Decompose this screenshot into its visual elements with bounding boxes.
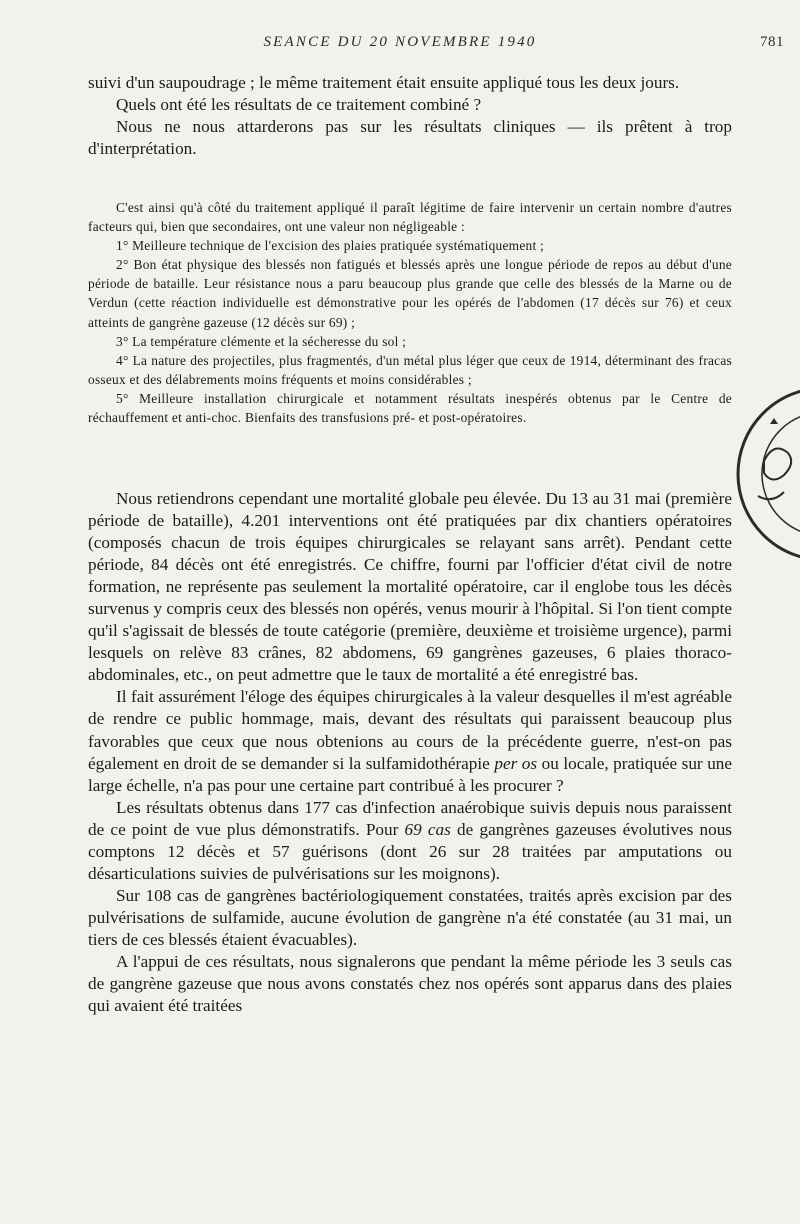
body-paragraph-gangrene: Sur 108 cas de gangrènes bactériologiquement constatées, traités après excision par des pulvérisations de sulfamide, aucune évolution de gangrène n'a été constatée (au 31 mai, un tiers de ces blessés étaient évacuables). [88,885,732,949]
note-item-5: 5° Meilleure installation chirurgicale et notamment résultats inespérés obtenus par le Centre de réchauffement et anti-choc. Bienfaits des transfusions pré- et post-opératoires. [88,390,732,426]
note-item-4: 4° La nature des projectiles, plus fragmentés, d'un métal plus léger que ceux de 1914, déterminant des fracas osseux et des délabrements moins fréquents et moins considérables ; [88,352,732,387]
body-paragraph-results [88,797,732,885]
library-stamp [734,366,800,586]
note-item-1: 1° Meilleure technique de l'excision des plaies pratiquée systématiquement ; [116,238,544,254]
body-text: de gangrènes gazeuses évolutives nous comptons 12 décès et 57 guérisons (dont 26 sur 28 traitées par amputations ou désarticulations suivies de pulvérisations sur les moignons). [88,819,732,883]
note-item-2: 2° Bon état physique des blessés non fatigués et blessés après une longue période de repos au début d'une période de bataille. Leur résistance nous a paru beaucoup plus grande que celle des blessés de la Marne ou de Verdun (cette réaction individuelle est démonstrative pour les opérés de l'abdomen (17 décès sur 76) et ceux atteints de gangrène gazeuse (12 décès sur 69) ; [88,257,732,330]
body-text: ou locale, pratiquée sur une large échelle, n'a pas pour une certaine part contribué à les procurer ? [88,753,733,795]
stamp-seal-icon [734,366,800,586]
body-paragraph-support: A l'appui de ces résultats, nous signalerons que pendant la même période les 3 seuls cas de gangrène gazeuse que nous avons constatés chez nos opérés sont apparus dans des plaies qui avaient été traitées [88,951,732,1016]
body-paragraph-praise [88,686,732,796]
intro-paragraph: suivi d'un saupoudrage ; le même traitement était ensuite appliqué tous les deux jours. [88,73,680,92]
running-header [0,34,800,56]
page-number: 781 [760,34,784,50]
intro-section [88,72,732,160]
italic-text: 69 cas [404,819,451,839]
main-text [88,488,732,1017]
intro-paragraph: Nous ne nous attarderons pas sur les résultats cliniques — ils prêtent à trop d'interprétation. [88,117,732,158]
body-paragraph-mortality: Nous retiendrons cependant une mortalité globale peu élevée. Du 13 au 31 mai (première période de bataille), 4.201 interventions ont été pratiquées par dix chantiers opératoires (composés chacun de trois équipes chirurgicales se relayant sans arrêt). Pendant cette période, 84 décès ont été enregistrés. Ce chiffre, fourni par l'officier d'état civil de notre formation, ne représente pas seulement la mortalité opératoire, car il englobe tous les décès survenus y compris ceux des blessés non opérés, venus mourir à l'hôpital. Si l'on tient compte qu'il s'agissait de blessés de toute catégorie (première, deuxième et troisième urgence), parmi lesquels on relève 83 crânes, 82 abdomens, 69 gangrènes gazeuses, 6 plaies thoraco-abdominales, etc., on peut admettre que le taux de mortalité a été enregistré bas. [88,489,732,685]
header-title: SEANCE DU 20 NOVEMBRE 1940 [263,34,537,50]
body-text: Il fait assurément l'éloge des équipes chirurgicales à la valeur desquelles il m'est agréable de rendre ce public hommage, mais, devant des résultats qui paraissent beaucoup plus favorables que ceux que nous obtenions au cours de la précédente guerre, n'est-on pas également en droit de se demander si la sulfamidothérapie [88,687,732,773]
body-text: Les résultats obtenus dans 177 cas d'infection anaérobique suivis depuis nous paraissent de ce point de vue plus démonstratifs. Pour [88,797,732,839]
factors-note [88,198,732,427]
note-paragraph: C'est ainsi qu'à côté du traitement appliqué il paraît légitime de faire intervenir un certain nombre d'autres facteurs qui, bien que secondaires, ont une valeur non négligeable : [88,200,732,235]
intro-question: Quels ont été les résultats de ce traitement combiné ? [116,95,482,114]
italic-text: per os [494,753,538,773]
note-item-3: 3° La température clémente et la sécheresse du sol ; [116,333,407,349]
